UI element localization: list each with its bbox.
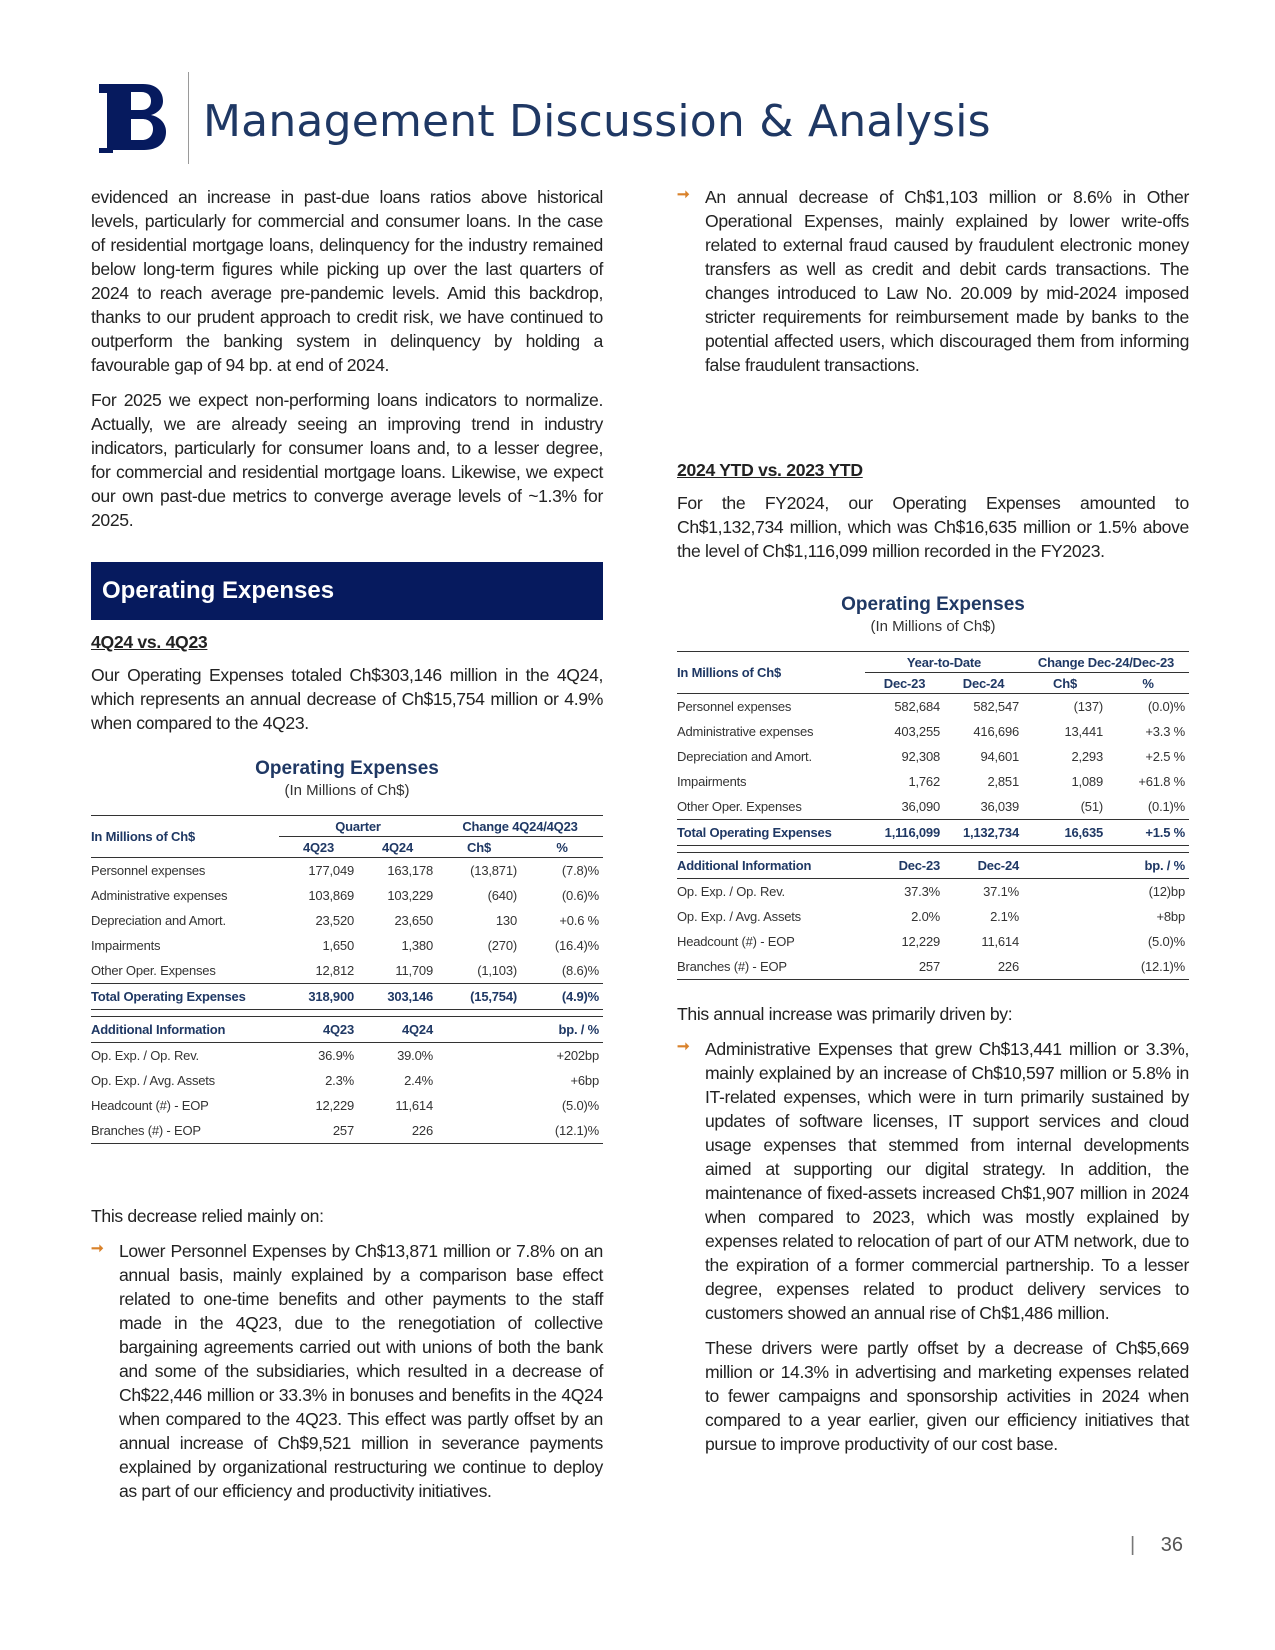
- cell: 226: [997, 959, 1019, 974]
- right-ytd-section: [677, 460, 1189, 574]
- cell: 11,614: [981, 934, 1019, 949]
- table-row: [677, 769, 1189, 794]
- cell: 416,696: [973, 724, 1019, 739]
- arrow-bullet-icon: ➞: [91, 1240, 104, 1257]
- cell: 11,709: [395, 963, 433, 978]
- ytd-table-block: [677, 594, 1189, 980]
- table-row: [91, 958, 603, 984]
- cell: 163,178: [387, 863, 433, 878]
- row-label: Other Oper. Expenses: [677, 799, 802, 814]
- row-label: Additional Information: [677, 853, 865, 879]
- row-label: Impairments: [91, 938, 161, 953]
- table-col-header: Ch$: [1023, 673, 1107, 694]
- table-col-header: Dec-24: [944, 673, 1023, 694]
- table-additional-header: [677, 853, 1189, 879]
- cell: 2.4%: [404, 1073, 433, 1088]
- cell: (0.6)%: [561, 888, 599, 903]
- table-group-header: Change 4Q24/4Q23: [437, 816, 603, 837]
- cell: +1.5 %: [1107, 820, 1189, 846]
- cell: 1,132,734: [944, 820, 1023, 846]
- cell: [437, 1017, 521, 1043]
- cell: +202bp: [556, 1048, 599, 1063]
- cell: 1,089: [1071, 774, 1103, 789]
- cell: 582,684: [894, 699, 940, 714]
- row-label: Other Oper. Expenses: [91, 963, 216, 978]
- cell: (12)bp: [1148, 884, 1185, 899]
- row-label: Op. Exp. / Avg. Assets: [91, 1073, 215, 1088]
- bullet-text: An annual decrease of Ch$1,103 million or 8.6% in Other Operational Expenses, mainly explained by lower write-offs related to external fraud caused by fraudulent electronic money transfers as well as credit and debit cards transactions. The changes introduced to Law No. 20.009 by mid-2024 imposed stricter requirements for reimbursement made by banks to the potential affected users, which discouraged them from informing false fraudulent transactions.: [705, 187, 1189, 375]
- right-drivers: [677, 1002, 1189, 1467]
- cell: 37.1%: [983, 884, 1019, 899]
- table-group-header: Change Dec-24/Dec-23: [1023, 652, 1189, 673]
- cell: 103,229: [387, 888, 433, 903]
- table-row: [677, 929, 1189, 954]
- cell: 36.9%: [318, 1048, 354, 1063]
- row-label: Op. Exp. / Avg. Assets: [677, 909, 801, 924]
- cell: 39.0%: [397, 1048, 433, 1063]
- cell: bp. / %: [521, 1017, 603, 1043]
- cell: (7.8)%: [561, 863, 599, 878]
- table-total-row: [91, 984, 603, 1010]
- row-label: Depreciation and Amort.: [677, 749, 812, 764]
- table-col-header: 4Q24: [358, 837, 437, 858]
- cell: 257: [918, 959, 940, 974]
- table-additional-header: [91, 1017, 603, 1043]
- row-label: Additional Information: [91, 1017, 279, 1043]
- row-label: Headcount (#) - EOP: [677, 934, 795, 949]
- paragraph-quarter-total: Our Operating Expenses totaled Ch$303,146 million in the 4Q24, which represents an annual decrease of Ch$15,754 million or 4.9% when compared to the 4Q23.: [91, 665, 603, 733]
- cell: 23,650: [394, 913, 433, 928]
- row-label: Op. Exp. / Op. Rev.: [91, 1048, 199, 1063]
- row-label: Op. Exp. / Op. Rev.: [677, 884, 785, 899]
- cell: (4.9)%: [521, 984, 603, 1010]
- row-label: Personnel expenses: [677, 699, 792, 714]
- cell: 103,869: [308, 888, 354, 903]
- table-row: [677, 794, 1189, 820]
- bullet-text: Administrative Expenses that grew Ch$13,441 million or 3.3%, mainly explained by an increase of Ch$10,597 million or 5.8% in IT-related expenses, which were in turn primarily sustained by updates of software licenses, IT support services and cloud usage expenses that stemmed from internal developments aimed at supporting our digital strategy. In addition, the maintenance of fixed-assets increased Ch$1,907 million in 2024 when compared to 2023, which was mostly explained by expenses related to relocation of part of our ATM network, due to the expiration of a former commercial partnership. To a lesser degree, expenses related to product delivery services to customers showed an annual rise of Ch$1,486 million.: [705, 1039, 1189, 1323]
- cell: (8.6)%: [561, 963, 599, 978]
- subhead-ytd: 2024 YTD vs. 2023 YTD: [677, 460, 863, 480]
- cell: 37.3%: [904, 884, 940, 899]
- row-label: Administrative expenses: [91, 888, 228, 903]
- bank-logo: [97, 78, 169, 158]
- cell: 4Q24: [358, 1017, 437, 1043]
- bullet-text-continued: These drivers were partly offset by a decrease of Ch$5,669 million or 14.3% in advertising and marketing expenses related to fewer campaigns and sponsorship activities in 2024 when compared to a year earlier, given our efficiency initiatives that pursue to improve productivity of our cost base.: [705, 1338, 1189, 1454]
- left-quarter-section: [91, 632, 603, 746]
- row-label: Administrative expenses: [677, 724, 814, 739]
- cell: 2.1%: [990, 909, 1019, 924]
- bullet-text: Lower Personnel Expenses by Ch$13,871 million or 7.8% on an annual basis, mainly explained by a comparison base effect related to one-time benefits and other payments to the staff made in the 4Q23, due to the renegotiation of collective bargaining agreements carried out with unions of both the bank and some of the subsidiaries, which resulted in a decrease of Ch$22,446 million or 33.3% in bonuses and benefits in the 4Q24 when compared to the 4Q23. This effect was partly offset by an annual increase of Ch$9,521 million in severance payments explained by organizational restructuring we continue to deploy as part of our efficiency and productivity initiatives.: [119, 1241, 603, 1501]
- cell: (51): [1080, 799, 1103, 814]
- cell: (270): [487, 938, 517, 953]
- cell: +0.6 %: [559, 913, 599, 928]
- arrow-bullet-icon: ➞: [677, 1038, 690, 1055]
- ytd-expenses-table: [677, 651, 1189, 980]
- table-label-header: In Millions of Ch$: [91, 816, 279, 858]
- cell: +6bp: [570, 1073, 599, 1088]
- table-row: [677, 694, 1189, 720]
- cell: (13,871): [470, 863, 517, 878]
- page-number: 36: [1160, 1534, 1183, 1556]
- cell: 12,812: [315, 963, 354, 978]
- row-label: Branches (#) - EOP: [677, 959, 787, 974]
- table-row: [677, 744, 1189, 769]
- cell: 23,520: [315, 913, 354, 928]
- table-row: [91, 1068, 603, 1093]
- cell: 1,650: [322, 938, 354, 953]
- cell: Dec-23: [865, 853, 944, 879]
- cell: [1023, 853, 1107, 879]
- paragraph-delinquency: evidenced an increase in past-due loans ratios above historical levels, particularly for commercial and consumer loans. In the case of residential mortgage loans, delinquency for the industry remained below long-term figures while picking up over the last quarters of 2024 to reach average pre-pandemic levels. Amid this backdrop, thanks to our prudent approach to credit risk, we have continued to outperform the banking system in delinquency by holding a favourable gap of 94 bp. at end of 2024.: [91, 187, 603, 375]
- page-title: Management Discussion & Analysis: [203, 96, 991, 147]
- table-row: [91, 1043, 603, 1069]
- cell: 16,635: [1023, 820, 1107, 846]
- cell: 582,547: [973, 699, 1019, 714]
- right-column-top: [677, 185, 1189, 388]
- ytd-table-title: Operating Expenses: [841, 594, 1025, 615]
- cell: 12,229: [901, 934, 940, 949]
- row-label: Personnel expenses: [91, 863, 206, 878]
- header-divider: [188, 72, 189, 164]
- table-row: [677, 954, 1189, 980]
- cell: +3.3 %: [1145, 724, 1185, 739]
- left-column: [91, 185, 603, 543]
- cell: 12,229: [315, 1098, 354, 1113]
- table-row: [91, 908, 603, 933]
- subhead-quarter: 4Q24 vs. 4Q23: [91, 632, 208, 652]
- cell: Dec-24: [944, 853, 1023, 879]
- paragraph-ytd-total: For the FY2024, our Operating Expenses amounted to Ch$1,132,734 million, which was Ch$16,635 million or 1.5% above the level of Ch$1,116,099 million recorded in the FY2023.: [677, 493, 1189, 561]
- table-row: [677, 879, 1189, 905]
- cell: [1023, 929, 1107, 954]
- paragraph-lead: This annual increase was primarily driven by:: [677, 1004, 1013, 1024]
- table-label-header: In Millions of Ch$: [677, 652, 865, 694]
- left-drivers: [91, 1204, 603, 1514]
- cell: 257: [332, 1123, 354, 1138]
- row-label: Impairments: [677, 774, 747, 789]
- table-row: [91, 1093, 603, 1118]
- cell: 2,293: [1071, 749, 1103, 764]
- section-header-operating-expenses: Operating Expenses: [91, 562, 603, 620]
- cell: (1,103): [477, 963, 517, 978]
- cell: [437, 1043, 521, 1069]
- cell: 4Q23: [279, 1017, 358, 1043]
- cell: bp. / %: [1107, 853, 1189, 879]
- cell: (0.0)%: [1147, 699, 1185, 714]
- cell: 2.3%: [325, 1073, 354, 1088]
- arrow-bullet-icon: ➞: [677, 186, 690, 203]
- table-col-header: Dec-23: [865, 673, 944, 694]
- cell: 403,255: [894, 724, 940, 739]
- table-col-header: %: [1107, 673, 1189, 694]
- cell: 226: [411, 1123, 433, 1138]
- quarter-expenses-table: [91, 815, 603, 1144]
- paragraph-outlook: For 2025 we expect non-performing loans indicators to normalize. Actually, we are already seeing an improving trend in industry indicators, particularly for consumer loans and, to a lesser degree, for commercial and residential mortgage loans. Likewise, we expect our own past-due metrics to converge average levels of ~1.3% for 2025.: [91, 390, 603, 530]
- paragraph-lead: This decrease relied mainly on:: [91, 1206, 324, 1226]
- cell: 318,900: [279, 984, 358, 1010]
- cell: 130: [495, 913, 517, 928]
- cell: [1023, 879, 1107, 905]
- cell: (5.0)%: [1147, 934, 1185, 949]
- table-row: [677, 719, 1189, 744]
- bullet-administrative: [677, 1037, 1189, 1456]
- cell: 92,308: [901, 749, 940, 764]
- cell: (0.1)%: [1147, 799, 1185, 814]
- table-group-header: Year-to-Date: [865, 652, 1023, 673]
- quarter-table-block: [91, 758, 603, 1144]
- cell: [1023, 954, 1107, 980]
- cell: 177,049: [308, 863, 354, 878]
- cell: (12.1)%: [554, 1123, 599, 1138]
- cell: +8bp: [1156, 909, 1185, 924]
- row-label: Total Operating Expenses: [91, 984, 279, 1010]
- cell: [437, 1093, 521, 1118]
- row-label: Depreciation and Amort.: [91, 913, 226, 928]
- table-col-header: Ch$: [437, 837, 521, 858]
- table-col-header: 4Q23: [279, 837, 358, 858]
- table-group-header: Quarter: [279, 816, 437, 837]
- cell: 36,039: [980, 799, 1019, 814]
- cell: [437, 1068, 521, 1093]
- quarter-table-subtitle: (In Millions of Ch$): [284, 782, 410, 799]
- cell: 13,441: [1064, 724, 1103, 739]
- cell: +61.8 %: [1138, 774, 1185, 789]
- cell: 11,614: [395, 1098, 433, 1113]
- cell: (15,754): [437, 984, 521, 1010]
- cell: 1,116,099: [865, 820, 944, 846]
- cell: 36,090: [901, 799, 940, 814]
- footer-separator: |: [1130, 1534, 1136, 1556]
- table-row: [677, 904, 1189, 929]
- cell: 1,762: [908, 774, 940, 789]
- bullet-other-expenses: [677, 185, 1189, 377]
- cell: +2.5 %: [1145, 749, 1185, 764]
- cell: 303,146: [358, 984, 437, 1010]
- cell: 1,380: [401, 938, 433, 953]
- cell: (16.4)%: [554, 938, 599, 953]
- cell: 2.0%: [911, 909, 940, 924]
- table-row: [91, 933, 603, 958]
- row-label: Total Operating Expenses: [677, 820, 865, 846]
- quarter-table-title: Operating Expenses: [255, 758, 439, 779]
- bullet-personnel: [91, 1239, 603, 1503]
- cell: (12.1)%: [1140, 959, 1185, 974]
- table-row: [91, 883, 603, 908]
- cell: [1023, 904, 1107, 929]
- cell: 2,851: [987, 774, 1019, 789]
- cell: (640): [487, 888, 517, 903]
- table-col-header: %: [521, 837, 603, 858]
- cell: (5.0)%: [561, 1098, 599, 1113]
- table-total-row: [677, 820, 1189, 846]
- row-label: Headcount (#) - EOP: [91, 1098, 209, 1113]
- table-row: [91, 858, 603, 884]
- table-row: [91, 1118, 603, 1144]
- cell: 94,601: [980, 749, 1019, 764]
- cell: [437, 1118, 521, 1144]
- cell: (137): [1073, 699, 1103, 714]
- ytd-table-subtitle: (In Millions of Ch$): [870, 618, 996, 635]
- row-label: Branches (#) - EOP: [91, 1123, 201, 1138]
